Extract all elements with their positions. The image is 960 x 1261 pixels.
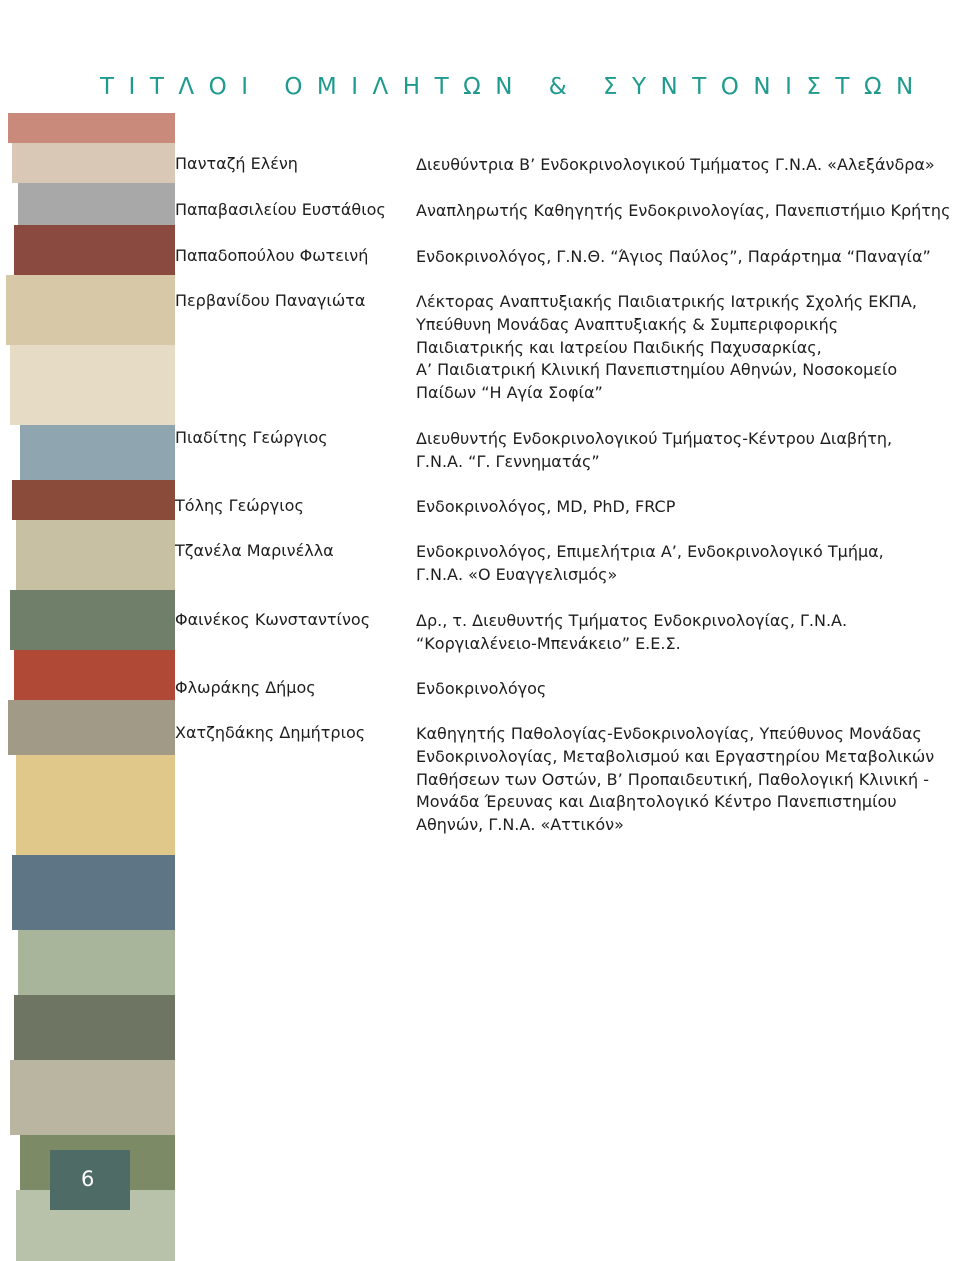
book-spine <box>6 275 175 345</box>
speaker-name: Πιαδίτης Γεώργιος <box>175 428 328 447</box>
book-spine <box>14 995 175 1060</box>
speaker-role <box>416 723 935 837</box>
role-line: Ενδοκρινολόγος <box>416 679 547 698</box>
book-spine <box>12 143 175 183</box>
speaker-role <box>416 541 886 587</box>
page-title: ΤΙΤΛΟΙ ΟΜΙΛΗΤΩΝ & ΣΥΝΤΟΝΙΣΤΩΝ <box>100 74 928 100</box>
book-spine <box>12 855 175 930</box>
role-line: Δρ., τ. Διευθυντής Τμήματος Ενδοκρινολογίας, Γ.Ν.Α. <box>416 611 848 630</box>
speaker-name: Παπαβασιλείου Ευστάθιος <box>175 200 386 219</box>
speaker-role <box>416 200 951 223</box>
book-spine <box>16 755 175 855</box>
book-stack-illustration <box>0 0 175 1261</box>
book-spine <box>10 345 175 425</box>
role-line: Αναπληρωτής Καθηγητής Ενδοκρινολογίας, Πανεπιστήμιο Κρήτης <box>416 201 951 220</box>
role-line: Παιδιατρικής και Ιατρείου Παιδικής Παχυσαρκίας, <box>416 337 822 357</box>
speaker-name: Πανταζή Ελένη <box>175 154 298 173</box>
book-spine <box>8 113 175 143</box>
role-line: Παίδων “Η Αγία Σοφία” <box>416 383 603 403</box>
page-number: 6 <box>81 1167 95 1191</box>
speaker-name: Φαινέκος Κωνσταντίνος <box>175 610 371 629</box>
book-spine <box>12 480 175 520</box>
role-line: Ενδοκρινολόγος, MD, PhD, FRCP <box>416 497 676 516</box>
speaker-role <box>416 610 886 656</box>
role-line: Αθηνών, Γ.Ν.Α. «Αττικόν» <box>416 815 624 835</box>
speaker-role <box>416 678 886 701</box>
speaker-role <box>416 496 886 519</box>
speaker-role <box>416 154 935 177</box>
speaker-name: Περβανίδου Παναγιώτα <box>175 291 366 310</box>
speaker-role <box>416 291 917 405</box>
role-line: Καθηγητής Παθολογίας-Ενδοκρινολογίας, Υπεύθυνος Μονάδας <box>416 724 922 743</box>
book-spine <box>10 590 175 650</box>
role-line: Μονάδα Έρευνας και Διαβητολογικό Κέντρο Πανεπιστημίου <box>416 792 897 812</box>
role-line: Παθήσεων των Οστών, Β’ Προπαιδευτική, Παθολογική Κλινική - <box>416 769 929 789</box>
role-line: Λέκτορας Αναπτυξιακής Παιδιατρικής Ιατρικής Σχολής ΕΚΠΑ, <box>416 292 917 311</box>
book-spine <box>18 930 175 995</box>
book-spine <box>18 183 175 225</box>
role-line: Ενδοκρινολόγος, Επιμελήτρια Α’, Ενδοκρινολογικό Τμήμα, <box>416 542 884 561</box>
role-line: Γ.Ν.Α. “Γ. Γεννηματάς” <box>416 451 600 471</box>
role-line: Γ.Ν.Α. «Ο Ευαγγελισμός» <box>416 564 618 584</box>
speaker-name: Τόλης Γεώργιος <box>175 496 304 515</box>
role-line: Διευθύντρια Β’ Ενδοκρινολογικού Τμήματος Γ.Ν.Α. «Αλεξάνδρα» <box>416 155 935 174</box>
speaker-role <box>416 428 893 474</box>
role-line: Διευθυντής Ενδοκρινολογικού Τμήματος-Κέντρου Διαβήτη, <box>416 429 893 448</box>
role-line: Ενδοκρινολογίας, Μεταβολισμού και Εργαστηρίου Μεταβολικών <box>416 746 935 766</box>
speaker-name: Χατζηδάκης Δημήτριος <box>175 723 366 742</box>
role-line: “Κοργιαλένειο-Μπενάκειο” Ε.Ε.Σ. <box>416 633 681 653</box>
speaker-role <box>416 246 931 269</box>
book-spine <box>20 425 175 480</box>
book-spine <box>14 650 175 700</box>
book-spine <box>8 700 175 755</box>
speaker-name: Φλωράκης Δήμος <box>175 678 316 697</box>
speaker-name: Τζανέλα Μαρινέλλα <box>175 541 334 560</box>
speaker-name: Παπαδοπούλου Φωτεινή <box>175 246 369 265</box>
book-spine <box>16 520 175 590</box>
book-spine <box>14 225 175 275</box>
role-line: Ενδοκρινολόγος, Γ.Ν.Θ. “Άγιος Παύλος”, Παράρτημα “Παναγία” <box>416 247 931 266</box>
role-line: Υπεύθυνη Μονάδας Αναπτυξιακής & Συμπεριφορικής <box>416 314 839 334</box>
book-spine <box>10 1060 175 1135</box>
role-line: Α’ Παιδιατρική Κλινική Πανεπιστημίου Αθηνών, Νοσοκομείο <box>416 360 898 380</box>
